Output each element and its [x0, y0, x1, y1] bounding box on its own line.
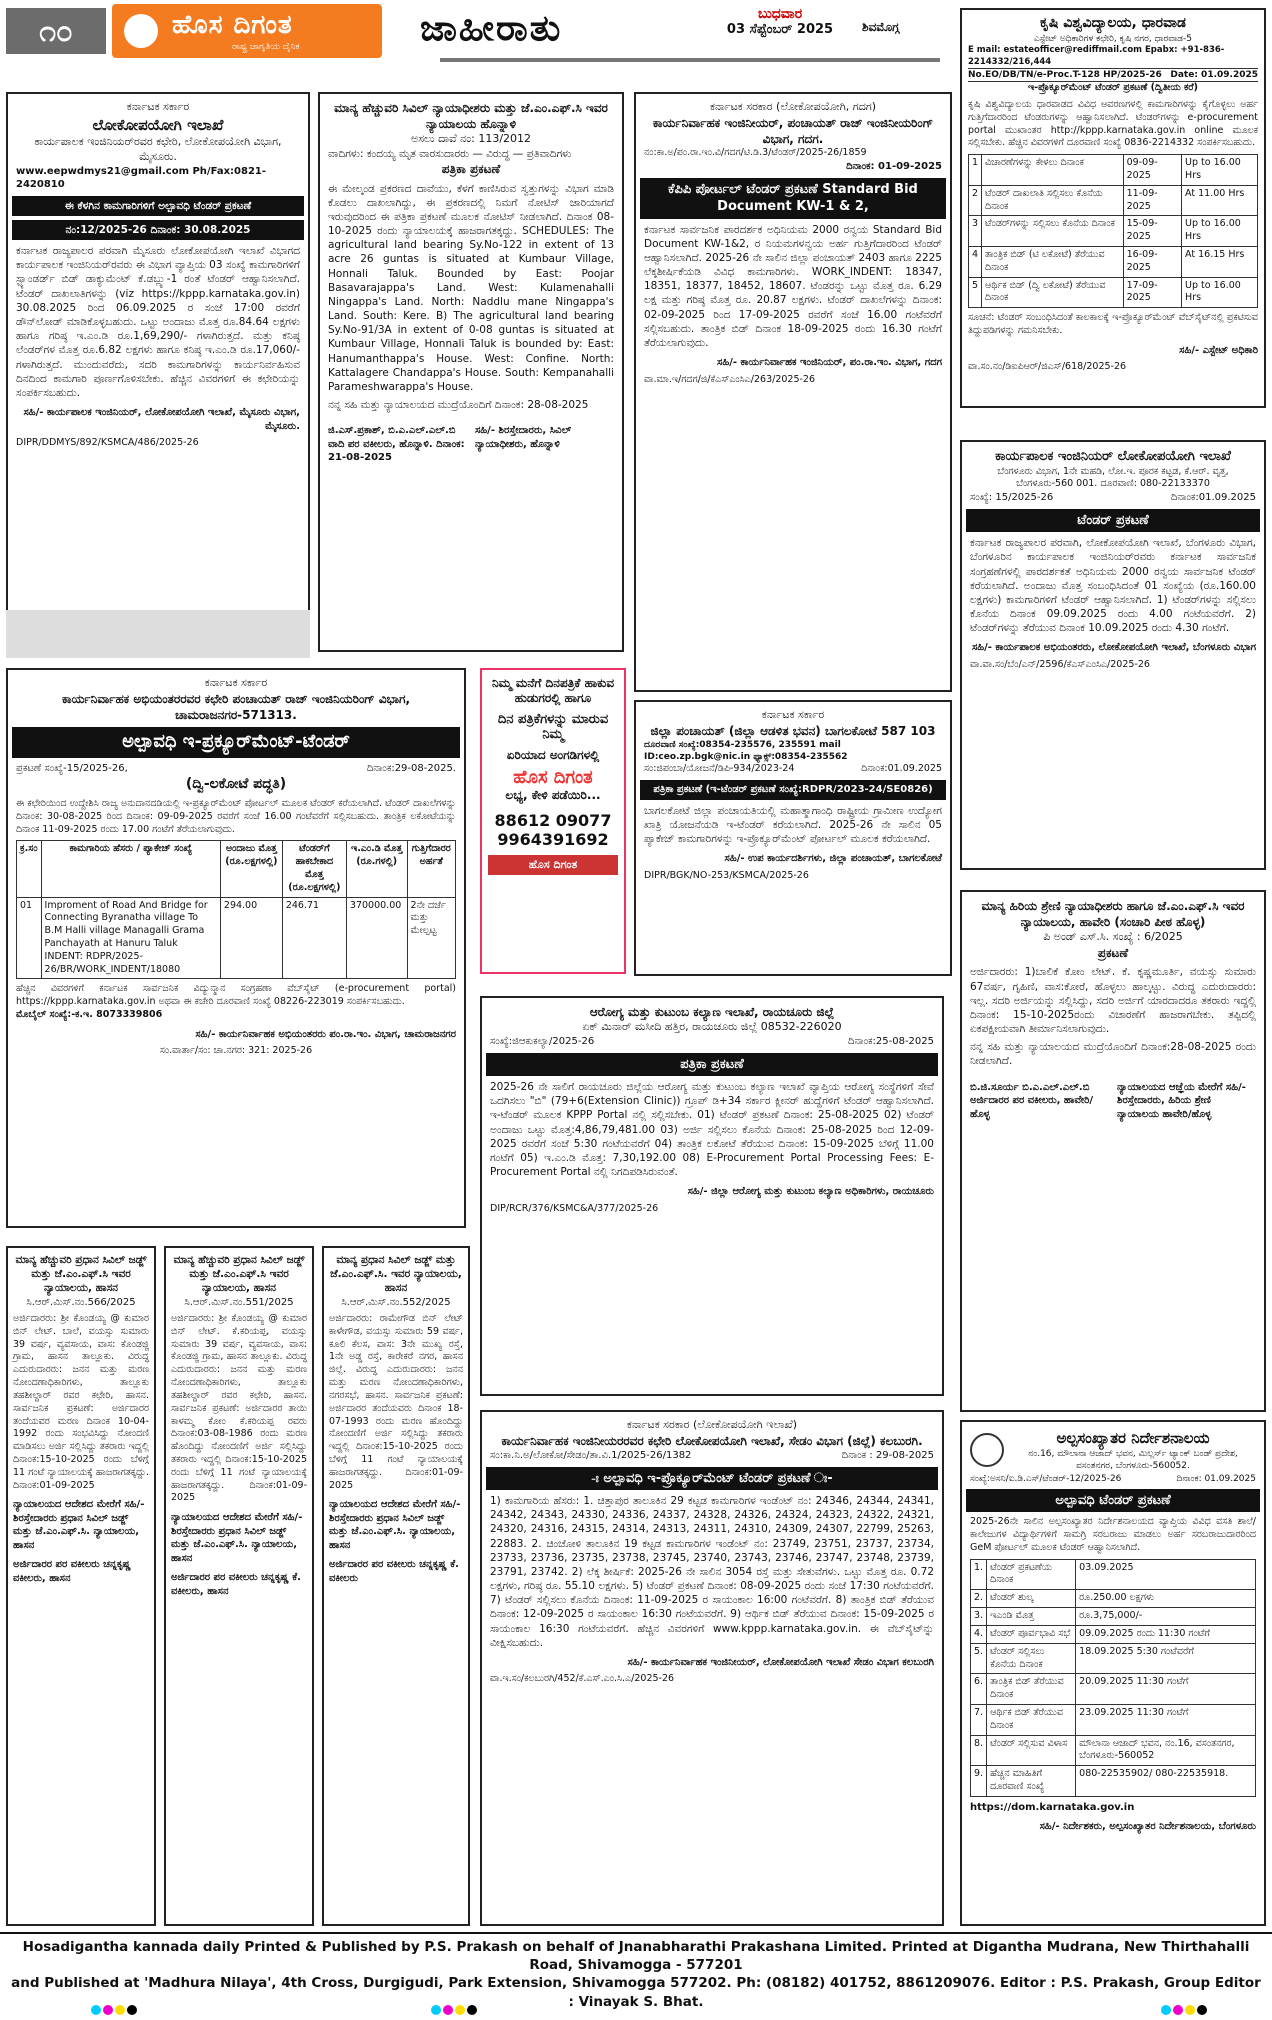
promo-line: ಲಭ್ಯ, ಕೇಳಿ ಪಡೆಯಿರಿ... [505, 788, 601, 802]
ad-krishi-university [960, 8, 1266, 408]
table-row [971, 1704, 1256, 1735]
logo-tagline: ರಾಷ್ಟ್ರ ಜಾಗೃತಿಯ ದೈನಿಕ [232, 42, 300, 52]
table-row [17, 897, 456, 979]
table-cell: 23.09.2025 11:30 ಗಂಟೆಗೆ [1076, 1704, 1256, 1735]
table-cell: 246.71 [282, 897, 346, 979]
ad-title: ಮಾನ್ಯ ಹೆಚ್ಚುವರಿ ಪ್ರಧಾನ ಸಿವಿಲ್ ಜಡ್ಜ್ ಮತ್ತು ಜೆ.ಎಂ.ಎಫ್.ಸಿ ಇವರ ನ್ಯಾಯಾಲಯ, ಹಾಸನ [173, 1254, 305, 1295]
ad-court-hassan-3 [322, 1246, 470, 1926]
table-cell: ರೂ.3,75,000/- [1076, 1608, 1256, 1626]
registration-marks [90, 2000, 170, 2016]
advocate-block: ಅರ್ಜಿದಾರರ ಪರ ವಕೀಲರು ಚನ್ನಕೃಷ್ಣ ವಕೀಲರು, ಹಾಸನ [13, 1559, 131, 1584]
ad-case: ಪಿ ಅಂಡ್ ಎಸ್.ಸಿ. ಸಂಖ್ಯೆ : 6/2025 [1043, 930, 1183, 944]
table-cell: 5 [969, 277, 982, 308]
table-cell: ಟೆಂಡರ್‌ಗಳನ್ನು ಸಲ್ಲಿಸಲು ಕೊನೆಯ ದಿನಾಂಕ [982, 216, 1124, 247]
table-cell: 5. [971, 1643, 987, 1674]
imprint-footer [0, 1932, 1272, 2010]
ad-signature: ಸಹಿ/- ಕಾರ್ಯಪಾಲಕ ಇಂಜಿನಿಯರ್, ಲೋಕೋಪಯೋಗಿ ಇಲಾಖೆ, ಮೈಸೂರು ವಿಭಾಗ, ಮೈಸೂರು. [23, 407, 300, 432]
ad-bagalkot [634, 700, 952, 976]
schedule-table [970, 1559, 1256, 1797]
table-cell: 370000.00 [346, 897, 407, 979]
ad-gadag [634, 92, 952, 692]
promo-line: ದಿನ ಪತ್ರಿಕೆಗಳನ್ನು ಮಾರುವ ನಿಮ್ಮ [497, 712, 609, 742]
table-row [971, 1643, 1256, 1674]
ad-ref: ಸಂಖ್ಯೆ: 15/2025-26 [970, 492, 1054, 504]
ad-subtitle: ಏಕ್ ಮಿನಾರ್ ಮಸೀದಿ ಹತ್ತಿರ, ರಾಯಚೂರು ಜಿಲ್ಲೆ 08532-226020 [582, 1020, 842, 1034]
ad-ref: ಸಂ:ಜಿಪಂಬಾ/ಯೋಜನೆ/ಡಿಪಿ-934/2023-24 [644, 763, 795, 775]
ad-body: ಕರ್ನಾಟಕ ಸಾರ್ವಜನಿಕ ಪಾರದರ್ಶಕ ಅಧಿನಿಯಮ 2000 ರನ್ವಯ Standard Bid Document KW-1&2, ರ ನಿಯಮಗಳನ್ವಯ ಅರ್ಹ ಗುತ್ತಿಗೆದಾರರಿಂದ ಟೆಂಡರ್ ಆಹ್ವಾನಿಸಲಾಗಿದೆ. 2025-26 ನೇ ಸಾಲಿನ ಜಿಲ್ಲಾ ಪಂಚಾಯತ್ 2403 ಹಾಗೂ 2225 ಲೆಕ್ಕಶೀರ್ಷಿಕೆಯಡಿ ವಿವಿಧ ಕಾಮಗಾರಿಗಳು. WORK_INDENT: 18347, 18351, 18377, 18452, 18607. ಟೆಂಡರನ್ನು ಒಟ್ಟು ಮೊತ್ತ ರೂ. 6.29 ಲಕ್ಷ ಮತ್ತು ಗರಿಷ್ಠ ಮೊತ್ತ ರೂ. 20.87 ಲಕ್ಷಗಳು. ಟೆಂಡರ್ ದಾಖಲೆಗಳನ್ನು ದಿನಾಂಕ: 02-09-2025 ರಿಂದ 17-09-2025 ರವರೆಗೆ ಸಂಜೆ 16.00 ಗಂಟೆವರೆಗೆ ಸಲ್ಲಿಸಬಹುದು. ತಾಂತ್ರಿಕ ಬಿಡ್ ದಿನಾಂಕ 18-09-2025 ರಂದು 16.30 ಗಂಟೆಗೆ ತೆರೆಯಲಾಗುವುದು. [644, 223, 942, 349]
ad-court-hassan-1 [6, 1246, 156, 1926]
table-cell: 2. [971, 1590, 987, 1608]
ad-body: ಅರ್ಜಿದಾರರು: ಶ್ರೀ ಕೊಂಡಯ್ಯ @ ಕುಮಾರ ಬಿನ್ ಲೇಟ್. ಕೆ.ಕರಿಯಪ್ಪ, ವಯಸ್ಸು ಸುಮಾರು 39 ವರ್ಷ, ವ್ಯವಸಾಯ, ವಾಸ: ಕೊಂಡಜ್ಜಿ ಗ್ರಾಮ, ಹಾಸನ ತಾಲ್ಲೂಕು. ವಿರುದ್ಧ ಎದುರುದಾರರು: ಜನನ ಮತ್ತು ಮರಣ ನೋಂದಣಾಧಿಕಾರಿಗಳು, ತಾಲ್ಲೂಕು ತಹಶೀಲ್ದಾರ್ ರವರ ಕಛೇರಿ, ಹಾಸನ. ಸಾರ್ವಜನಿಕ ಪ್ರಕಟಣೆ: ಅರ್ಜಿದಾರರ ತಾಯಿ ಕಾಳಮ್ಮ ಕೋಂ ಕೆ.ಕರಿಯಪ್ಪ ರವರು ದಿನಾಂಕ:03-08-1986 ರಂದು ಮರಣ ಹೊಂದಿದ್ದು ನೋಂದಣಿಗೆ ಅರ್ಜಿ ಸಲ್ಲಿಸಿದ್ದು ತಕರಾರು ಇದ್ದಲ್ಲಿ ದಿನಾಂಕ:15-10-2025 ರಂದು ಬೆಳಿಗ್ಗೆ 11 ಗಂಟೆ ನ್ಯಾಯಾಲಯಕ್ಕೆ ಹಾಜರಾಗತಕ್ಕದ್ದು. ದಿನಾಂಕ:01-09-2025 [171, 1313, 307, 1504]
ad-body: ಈ ಮೇಲ್ಕಂಡ ಪ್ರಕರಣದ ದಾವೆಯು, ಕೆಳಗೆ ಕಾಣಿಸಿರುವ ಸ್ವತ್ತುಗಳನ್ನು ವಿಭಾಗ ಮಾಡಿ ಕೊಡಲು ದಾಖಲಾಗಿದ್ದು, ಈ ಪ್ರಕರಣದಲ್ಲಿ ನಿಮಗೆ ನೋಟಿಸ್ ಜಾರಿಯಾಗದೆ ಇರುವುದರಿಂದ ಈ ಪತ್ರಿಕಾ ಪ್ರಕಟಣೆ ಮೂಲಕ ನೋಟಿಸ್ ನೀಡಲಾಗಿದೆ. ದಿನಾಂಕ 08-10-2025 ರಂದು ನ್ಯಾಯಾಲಯಕ್ಕೆ ಹಾಜರಾಗತಕ್ಕದ್ದು. SCHEDULES: The agricultural land bearing Sy.No-122 in extent of 13 acre 26 guntas is situated at Kumbaur Village, Honnali Taluk. Bounded by East: Poojar Basavarajappa's Land. West: Kulamenahalli Ningappa's Land. North: Naddlu mane Ningappa's Land. South: Kere. B) The agricultural land bearing Sy.No-91/3A in extent of 0-08 guntas is situated at Kumbaur Village, Honnali Taluk is bounded by: East: Hanumanthappa's House. West: Confine. North: Kattalagere Chandappa's House. South: Kempanahalli Parameshwarappa's House. [328, 182, 614, 393]
ad-ref: ಪ್ರಕಟಣೆ ಸಂಖ್ಯೆ-15/2025-26, [16, 762, 128, 774]
table-row [969, 185, 1258, 216]
column-header: ಕ್ರ.ಸಂ [17, 841, 42, 897]
ad-note: ಹೆಚ್ಚಿನ ವಿವರಗಳಿಗೆ ಕರ್ನಾಟಕ ಸಾರ್ವಜನಿಕ ವಿದ್ಯುನ್ಮಾನ ಸಂಗ್ರಹಣಾ ವೆಬ್‌ಸೈಟ್ (e-procurement portal) https://kppp.karnataka.gov.in ಅಥವಾ ಈ ಕಚೇರಿ ದೂರವಾಣಿ ಸಂಖ್ಯೆ 08226-223019 ಸಂಪರ್ಕಿಸಬಹುದು. [16, 983, 456, 1008]
works-table [16, 840, 456, 979]
ad-website[interactable]: https://dom.karnataka.gov.in [970, 1801, 1135, 1813]
ad-title: ಜಿಲ್ಲಾ ಪಂಚಾಯತ್ (ಜಿಲ್ಲಾ ಆಡಳಿತ ಭವನ) ಬಾಗಲಕೋಟೆ 587 103 [650, 723, 936, 738]
table-row [971, 1766, 1256, 1797]
table-cell: 15-09-2025 [1123, 216, 1181, 247]
ad-signature: ಸಹಿ/- ಕಾರ್ಯಪಾಲಕ ಅಭಿಯಂತರರು, ಲೋಕೋಪಯೋಗಿ ಇಲಾಖೆ, ಬೆಂಗಳೂರು ವಿಭಾಗ [971, 642, 1256, 654]
ad-date: ದಿನಾಂಕ:01.09.2025 [1170, 492, 1256, 504]
promo-line: ಏರಿಯಾದ ಅಂಗಡಿಗಳಲ್ಲಿ [506, 748, 600, 762]
table-cell: 17-09-2025 [1123, 277, 1181, 308]
ad-heading: -ಃ ಅಲ್ಪಾವಧಿ ಇ-ಪ್ರೊಕ್ಯೂರ್‌ಮೆಂಟ್ ಟೆಂಡರ್ ಪ್ರಕಟಣೆ ಃ- [486, 1467, 938, 1491]
table-row [971, 1559, 1256, 1590]
ad-body: 2025-26 ನೇ ಸಾಲಿಗೆ ರಾಯಚೂರು ಜಿಲ್ಲೆಯ ಆರೋಗ್ಯ ಮತ್ತು ಕುಟುಂಬ ಕಲ್ಯಾಣ ಇಲಾಖೆ ವ್ಯಾಪ್ತಿಯ ಆರೋಗ್ಯ ಸಂಸ್ಥೆಗಳಿಗೆ ಸೇವೆ ಒದಗಿಸಲು "ಬಿ" (79+6(Extension Clinic)) ಗ್ರೂಪ್ ಡಿ+34 ಸರ್ಕಾರ ಕ್ಲೀನರ್ ಹುದ್ದೆಗಳಿಗೆ ಟೆಂಡರ್ ಆಹ್ವಾನಿಸಲಾಗಿದೆ. ಇ-ಟೆಂಡರ್ ಮೂಲಕ KPPP Portal ನಲ್ಲಿ ಸಲ್ಲಿಸಬೇಕು. 01) ಟೆಂಡರ್ ಪ್ರಕಟಣೆ ದಿನಾಂಕ: 25-08-2025 02) ಟೆಂಡರ್ ಅಂದಾಜು ಒಟ್ಟು ಮೊತ್ತ:4,86,79,481.00 03) ಅರ್ಜಿ ಸಲ್ಲಿಸಲು ಕೊನೆಯ ದಿನಾಂಕ: 25-08-2025 ರಿಂದ 12-09-2025 ರವರೆಗೆ ಸಂಜೆ 5:30 ಗಂಟೆಯವರೆಗೆ 04) ತಾಂತ್ರಿಕ ಲಕೋಟೆ ತೆರೆಯುವ ದಿನಾಂಕ: 15-09-2025 ಬೆಳಿಗ್ಗೆ 11.00 ಗಂಟೆಗೆ 05) ಇ.ಎಂ.ಡಿ ಮೊತ್ತ: 7,30,192.00 08) E-Procurement Portal Processing Fees: E-Procurement Portal ನಲ್ಲಿ ನಿಗದಿಪಡಿಸಿರುವಂತೆ. [490, 1081, 934, 1179]
table-cell: ಇಎಂಡಿ ಮೊತ್ತ [987, 1608, 1076, 1626]
table-cell: ಟೆಂಡರ್ ಸಲ್ಲಿಸುವ ವಿಳಾಸ [987, 1735, 1076, 1766]
promo-phone: 9964391692 [497, 830, 609, 849]
logo-emblem-icon [124, 14, 158, 48]
table-cell: ರೂ.250.00 ಲಕ್ಷಗಳು [1076, 1590, 1256, 1608]
table-cell: 20.09.2025 11:30 ಗಂಟೆಗೆ [1076, 1674, 1256, 1705]
table-row [969, 277, 1258, 308]
ad-chamarajanagar [6, 668, 466, 1228]
column-header: ಟೆಂಡರ್‌ಗೆ ಹಾಕಬೇಕಾದ ಮೊತ್ತ (ರೂ.ಲಕ್ಷಗಳಲ್ಲಿ) [282, 841, 346, 897]
schedule-table [968, 154, 1258, 308]
ad-mobile: ಮೊಬೈಲ್ ಸಂಖ್ಯೆ:-ಕ.ಇ. 8073339806 [16, 1009, 163, 1021]
ad-footer-ref: ವಾ.ಇ.ಸಂ/ಕಲಬುರಗಿ/452/ಕೆ.ಎಸ್.ಎಂ.ಸಿ.ಎ/2025-26 [490, 1673, 675, 1685]
ad-subtitle: ಎಸ್ಟೇಟ್ ಅಧಿಕಾರಿಗಳ ಕಛೇರಿ, ಕೃಷಿ ನಗರ, ಧಾರವಾಡ-5 [1034, 33, 1192, 44]
ad-contact: E mail: estateofficer@rediffmail.com Epabx: +91-836-2214332/216,444 [968, 45, 1225, 67]
ad-court-honnali [318, 92, 624, 652]
table-cell: At 11.00 Hrs [1182, 185, 1258, 216]
ad-footer-ref: ವಾ.ಸಂ.ನಂ/ಡಿಐಪಿಆರ್/ಜಿಎಸ್/618/2025-26 [968, 361, 1127, 373]
registration-marks [1160, 2000, 1240, 2016]
ad-raichur [480, 996, 944, 1396]
imprint-line: and Published at 'Madhura Nilaya', 4th Cross, Durgigudi, Park Extension, Shivamogga 577202. Ph: (08182) 401752, 8861209076. Editor : P.S. Prakash, Group Editor : Vinayak S. Bhat. [11, 1975, 1261, 2010]
ad-contact: ದೂರವಾಣಿ ಸಂಖ್ಯೆ:08354-235576, 235591 mail ID:ceo.zp.bgk@nic.in ಫ್ಯಾಕ್ಸ್:08354-235562 [644, 740, 848, 763]
ad-body: ಈ ಕಛೇರಿಯಿಂದ ಉದ್ದೇಶಿಸಿ ರಾಜ್ಯ ಅನುದಾನದಡಿಯಲ್ಲಿ ಇ-ಪ್ರಕ್ಯೂರ್‌ಮೆಂಟ್ ಪೋರ್ಟಲ್ ಮೂಲಕ ಟೆಂಡರ್ ಕರೆಯಲಾಗಿದೆ. ಟೆಂಡರ್ ದಾಖಲೆಗಳನ್ನು ದಿನಾಂಕ: 30-08-2025 ರಿಂದ ದಿನಾಂಕ: 09-09-2025 ರವರೆಗೆ ಸಂಜೆ 16.00 ಗಂಟೆವರೆಗೆ ಸಲ್ಲಿಸಬಹುದು. ತಾಂತ್ರಿಕ ಲಕೋಟೆಯನ್ನು ದಿನಾಂಕ 11-09-2025 ರಂದು 17.00 ಗಂಟೆಗೆ ತೆರೆಯಲಾಗುವುದು. [16, 797, 456, 835]
ad-contact: www.eepwdmys21@gmail.com Ph/Fax:0821-2420810 [16, 165, 267, 191]
ad-minority-directorate [960, 1420, 1266, 1926]
ad-title: ಅಲ್ಪಸಂಖ್ಯಾತರ ನಿರ್ದೇಶನಾಲಯ [1056, 1429, 1210, 1447]
ad-body: ಕರ್ನಾಟಕ ರಾಜ್ಯಪಾಲರ ಪರವಾಗಿ, ಲೋಕೋಪಯೋಗಿ ಇಲಾಖೆ, ಬೆಂಗಳೂರು ವಿಭಾಗ, ಬೆಂಗಳೂರಿನ ಕಾರ್ಯಪಾಲಕ ಇಂಜಿನಿಯರ್‌ರವರು ಕರ್ನಾಟಕ ಸಾರ್ವಜನಿಕ ಸಂಗ್ರಹಣೆಗಳಲ್ಲಿ ಪಾರದರ್ಶಕತೆ ಅಧಿನಿಯಮ 2000 ರನ್ವಯ ಸಾರ್ವಜನಿಕ ಟೆಂಡರ್ ಕರೆಯಲಾಗಿದೆ. ಅಂದಾಜು ಮೊತ್ತ ಸಂಬಂಧಿಸಿದಂತೆ 01 ಸಂಖ್ಯೆಯ (ರೂ.160.00 ಲಕ್ಷಗಳು) ಕಾಮಗಾರಿಗಳಿಗೆ ಟೆಂಡರ್ ಆಹ್ವಾನಿಸಲಾಗಿದೆ. 1) ಟೆಂಡರ್‌ಗಳನ್ನು ಸಲ್ಲಿಸಲು ಕೊನೆಯ ದಿನಾಂಕ 09.09.2025 ರಂದು 4.00 ಗಂಟೆಯವರೆಗೆ. 2) ಟೆಂಡರ್‌ಗಳನ್ನು ತೆರೆಯುವ ದಿನಾಂಕ 10.09.2025 ರಂದು 4.30 ಗಂಟೆಗೆ. [970, 537, 1256, 635]
ad-case: ಸಿ.ಆರ್.ಮಿಸ್.ನಂ.566/2025 [26, 1296, 136, 1308]
ad-heading: ಟೆಂಡರ್ ಪ್ರಕಟಣೆ [966, 509, 1260, 533]
ad-subtitle: ಬೆಂಗಳೂರು ವಿಭಾಗ, 1ನೇ ಮಹಡಿ, ಲೋ.ಇ. ಪೂರಕ ಕಟ್ಟಡ, ಕೆ.ಆರ್. ವೃತ್ತ, ಬೆಂಗಳೂರು-560 001. ದೂರವಾಣಿ: 080-22133370 [997, 465, 1229, 490]
table-cell: ಟೆಂಡರ್ ಪೂರ್ವಭಾವಿ ಸಭೆ [987, 1625, 1076, 1643]
ad-signature: ನ್ಯಾಯಾಲಯದ ಆದೇಶದ ಮೇರೆಗೆ ಸಹಿ/- ಶಿರಸ್ತೇದಾರರು ಪ್ರಧಾನ ಸಿವಿಲ್ ಜಡ್ಜ್ ಮತ್ತು ಜೆ.ಎಂ.ಎಫ್.ಸಿ. ನ್ಯಾಯಾಲಯ, ಹಾಸನ [171, 1512, 303, 1564]
advocate-block: ಅರ್ಜಿದಾರರ ಪರ ವಕೀಲರು ಚನ್ನಕೃಷ್ಣ ಕೆ. ವಕೀಲರು [329, 1559, 459, 1584]
table-cell: 2ನೇ ದರ್ಜೆ ಮತ್ತು ಮೇಲ್ಪಟ್ಟ [407, 897, 455, 979]
ad-date: ದಿನಾಂಕ:01.09.2025 [861, 763, 942, 775]
promo-brand: ಹೊಸ ದಿಗಂತ [513, 767, 593, 788]
table-cell: 8. [971, 1735, 987, 1766]
table-cell: 080-22535902/ 080-22535918. [1076, 1766, 1256, 1797]
ad-signature: ಸಹಿ/- ಕಾರ್ಯನಿರ್ವಾಹಕ ಅಭಿಯಂತರರು ಪಂ.ರಾ.ಇಂ. ವಿಭಾಗ, ಚಾಮರಾಜನಗರ [195, 1028, 456, 1040]
ad-body: ಕರ್ನಾಟಕ ರಾಜ್ಯಪಾಲರ ಪರವಾಗಿ ಮೈಸೂರು ಲೋಕೋಪಯೋಗಿ ಇಲಾಖೆ ವಿಭಾಗದ ಕಾರ್ಯಪಾಲಕ ಇಂಜಿನಿಯರ್‌ರವರು ಈ ವಿಭಾಗ ವ್ಯಾಪ್ತಿಯ 03 ಸಂಖ್ಯೆ ಕಾಮಗಾರಿಗಳಿಗೆ ಸ್ಟ್ಯಾಂಡರ್ಡ್ ಬಿಡ್ ಡಾಕ್ಯುಮೆಂಟ್ ಕೆ.ಡಬ್ಲ್ಯು-1 ರಂತೆ ಟೆಂಡರ್ ಆಹ್ವಾನಿಸಲಾಗಿದೆ. ಟೆಂಡರ್ ದಾಖಲಾತಿಗಳನ್ನು (viz https://kppp.karnataka.gov.in) 30.08.2025 ರಿಂದ 06.09.2025 ರ ಸಂಜೆ 17:00 ರವರೆಗೆ ಡೌನ್‌ಲೋಡ್ ಮಾಡಿಕೊಳ್ಳಬಹುದು. ಒಟ್ಟು ಅಂದಾಜು ಮೊತ್ತ ರೂ.84.64 ಲಕ್ಷಗಳು ಹಾಗೂ ಗರಿಷ್ಠ ಇ.ಎಂ.ಡಿ ರೂ.1,69,290/- ಗಳಾಗಿರುತ್ತದೆ. ಮತ್ತು ಕನಿಷ್ಠ ಲೆಂಡರ್‌ಗಳ ಮೊತ್ತ ರೂ.6.82 ಲಕ್ಷಗಳು ಹಾಗೂ ಕನಿಷ್ಠ ಇ.ಎಂ.ಡಿ ರೂ.17,060/- ಗಳಾಗಿರುತ್ತದೆ. ಮುಂದುವರೆದು, ಸದರಿ ಕಾಮಗಾರಿಗಳನ್ನು ಕಾರ್ಯನಿರ್ವಹಿಸುವ ದಿನದಿಂದ ಕಾಮಗಾರಿ ಪೂರ್ಣಗೊಳಿಸಬೇಕು. ಹೆಚ್ಚಿನ ವಿವರಗಳಿಗೆ ಈ ಕಛೇರಿಯನ್ನು ಸಂಪರ್ಕಿಸಬಹುದು. [16, 245, 300, 399]
ad-case: ಸಿ.ಆರ್.ಮಿಸ್.ನಂ.551/2025 [184, 1296, 294, 1308]
table-cell: Up to 16.00 Hrs [1182, 216, 1258, 247]
table-cell: 3 [969, 216, 982, 247]
table-row [971, 1590, 1256, 1608]
ad-court-haveri [960, 890, 1266, 1412]
ad-heading: ಪತ್ರಿಕಾ ಪ್ರಕಟಣೆ (ಇ-ಟೆಂಡರ್ ಪ್ರಕಟಣೆ ಸಂಖ್ಯೆ:RDPR/2023-24/SE0826) [640, 780, 946, 800]
edition-city: ಶಿವಮೊಗ್ಗ [862, 20, 900, 34]
table-cell: 4. [971, 1625, 987, 1643]
column-header: ಕಾಮಗಾರಿಯ ಹೆಸರು / ಪ್ಯಾಕೇಜ್ ಸಂಖ್ಯೆ [41, 841, 220, 897]
table-cell: Improment of Road And Bridge for Connecting Byranatha village To B.M Halli village Managalli Grama Panchayath at Hanuru Taluk INDENT: RDPR/2025-26/BR/WORK_INDENT/18080 [41, 897, 220, 979]
ad-pwd-kalaburagi [480, 1410, 944, 1926]
table-cell: ತಾಂತ್ರಿಕ ಬಿಡ್ (ಟಿ ಲಕೋಟೆ) ತೆರೆಯುವ ದಿನಾಂಕ [982, 247, 1124, 278]
ad-note: ಸೂಚನೆ: ಟೆಂಡರ್ ಸಂಬಂಧಿಸಿದಂತೆ ಕಾಲಕಾಲಕ್ಕೆ ಇ-ಪ್ರೊಕ್ಯೂರ್‌ಮೆಂಟ್ ವೆಬ್‌ಸೈಟ್‌ನಲ್ಲಿ ಪ್ರಕಟಿಸುವ ತಿದ್ದುಪಡಿಗಳನ್ನು ಗಮನಿಸಬೇಕು. [968, 312, 1258, 337]
ad-subtitle: ನಂ.16, ಮೌಲಾನಾ ಆಜಾದ್ ಭವನ, ಮಿಲ್ಲರ್ಸ್ ಟ್ಯಾಂಕ್ ಬಂಡ್ ಪ್ರದೇಶ, ವಸಂತನಗರ, ಬೆಂಗಳೂರು-560052. [1028, 1449, 1238, 1472]
govt-emblem-icon [970, 1433, 1004, 1467]
promo-line: ನಿಮ್ಮ ಮನೆಗೆ ದಿನಪತ್ರಿಕೆ ಹಾಕುವ ಹುಡುಗರಲ್ಲಿ ಹಾಗೂ [491, 676, 615, 705]
table-cell: ಟೆಂಡರ್ ಪ್ರಕಟಣೆಯ ದಿನಾಂಕ [987, 1559, 1076, 1590]
issue-date [700, 6, 860, 56]
advocate-block: ಜಿ.ಎಸ್.ಪ್ರಕಾಶ್, ಬಿ.ಎ.ಎಲ್.ಎಲ್.ಬಿ ವಾದಿ ಪರ ವಕೀಲರು, ಹೊನ್ನಾಳಿ. ದಿನಾಂಕ: 21-08-2025 [328, 425, 465, 464]
ad-heading: ಇ-ಪ್ರೊಕ್ಯೂರ್‌ಮೆಂಟ್ ಟೆಂಡರ್ ಪ್ರಕಟಣೆ (ದ್ವಿತೀಯ ಕರೆ) [1027, 82, 1199, 94]
ad-footer-ref: DIPR/BGK/NO-253/KSMCA/2025-26 [644, 869, 809, 881]
ad-footer-ref: ವಾ.ಮಾ.ಇ/ಗದಗ/ಜಿ/ಕೆಎಸ್‌ಎಂಸಿಎ/263/2025-26 [644, 373, 816, 385]
ad-govt: ಕರ್ನಾಟಕ ಸರ್ಕಾರ [126, 100, 190, 113]
ad-signature: ಸಹಿ/- ಜಿಲ್ಲಾ ಆರೋಗ್ಯ ಮತ್ತು ಕುಟುಂಬ ಕಲ್ಯಾಣ ಅಧಿಕಾರಿಗಳು, ರಾಯಚೂರು [687, 1186, 934, 1198]
table-cell: 09.09.2025 ರಂದು 11:30 ಗಂಟೆಗೆ [1076, 1625, 1256, 1643]
table-cell: 1. [971, 1559, 987, 1590]
column-header: ಇ.ಎಂ.ಡಿ ಮೊತ್ತ (ರೂ.ಗಳಲ್ಲಿ) [346, 841, 407, 897]
ad-govt: ಕರ್ನಾಟಕ ಸರಕಾರ (ಲೋಕೋಪಯೋಗಿ, ಗದಗ) [709, 100, 877, 113]
ad-title: ಕಾರ್ಯನಿರ್ವಾಹಕ ಇಂಜಿನೀಯರರವರ ಕಛೇರಿ ಲೋಕೋಪಯೋಗಿ ಇಲಾಖೆ, ಸೇಡಂ ವಿಭಾಗ (ಜಿಲ್ಲೆ) ಕಲಬುರಗಿ. [501, 1433, 923, 1448]
table-cell: 09-09-2025 [1123, 155, 1181, 186]
ad-ref: ನಂ:12/2025-26 ದಿನಾಂಕ: 30.08.2025 [12, 220, 304, 240]
table-cell: 03.09.2025 [1076, 1559, 1256, 1590]
column-header: ಗುತ್ತಿಗೆದಾರರ ಅರ್ಹತೆ [407, 841, 455, 897]
table-cell: 1 [969, 155, 982, 186]
ad-signature: ಸಹಿ/- ಉಪ ಕಾರ್ಯದರ್ಶಿಗಳು, ಜಿಲ್ಲಾ ಪಂಚಾಯತ್, ಬಾಗಲಕೋಟೆ [724, 853, 942, 865]
table-cell: 01 [17, 897, 42, 979]
ad-govt: ಕರ್ನಾಟಕ ಸರ್ಕಾರ [204, 676, 268, 689]
ad-signature: ಸಹಿ/- ಶಿರಸ್ತೇದಾರರು, ಸಿವಿಲ್ ನ್ಯಾಯಾಧೀಶರು, ಹೊನ್ನಾಳಿ [475, 425, 572, 450]
ad-body: 2025-26ನೇ ಸಾಲಿನ ಅಲ್ಪಸಂಖ್ಯಾತರ ನಿರ್ದೇಶನಾಲಯದ ವ್ಯಾಪ್ತಿಯ ವಿವಿಧ ವಸತಿ ಶಾಲೆ/ಕಾಲೇಜುಗಳ ವಿದ್ಯಾರ್ಥಿಗಳಿಗೆ ಸಾಮಗ್ರಿ ಸರಬರಾಜು ಮಾಡಲು ಅರ್ಹ ಸರಬರಾಜುದಾರರಿಂದ GeM ಪೋರ್ಟಲ್ ಮೂಲಕ ಟೆಂಡರ್ ಆಹ್ವಾನಿಸಲಾಗಿದೆ. [970, 1516, 1256, 1553]
table-cell: 4 [969, 247, 982, 278]
ad-heading: ಕೆಪಿಪಿ ಪೋರ್ಟಲ್ ಟೆಂಡರ್ ಪ್ರಕಟಣೆ Standard Bid Document KW-1 & 2, [640, 178, 946, 219]
table-cell: 18.09.2025 5:30 ಗಂಟೆವರೆಗೆ [1076, 1643, 1256, 1674]
table-cell: ಆರ್ಥಿಕ ಬಿಡ್ ತೆರೆಯುವ ದಿನಾಂಕ [987, 1704, 1076, 1735]
section-title: ಜಾಹೀರಾತು [420, 8, 563, 49]
table-cell: At 16.15 Hrs [1182, 247, 1258, 278]
ad-signature: ಸಹಿ/- ಕಾರ್ಯನಿರ್ವಾಹಕ ಇಂಜಿನಿಯರ್, ಪಂ.ರಾ.ಇಂ. ವಿಭಾಗ, ಗದಗ [717, 357, 942, 369]
table-cell: ಮೌಲಾನಾ ಆಜಾದ್ ಭವನ, ನಂ.16, ವಸಂತನಗರ, ಬೆಂಗಳೂರು-560052 [1076, 1735, 1256, 1766]
ad-heading: ಪತ್ರಿಕಾ ಪ್ರಕಟಣೆ [441, 162, 501, 177]
promo-phone: 88612 09077 [494, 811, 612, 830]
ad-date: ದಿನಾಂಕ: 01.09.2025 [1176, 1473, 1256, 1484]
table-cell: 2 [969, 185, 982, 216]
ad-case: ಅಸಲು ದಾವೆ ನಂ: 113/2012 [410, 132, 532, 146]
ad-subheading: (ದ್ವಿ-ಲಕೋಟೆ ಪದ್ಧತಿ) [185, 776, 287, 793]
ad-title: ಕಾರ್ಯನಿರ್ವಾಹಕ ಅಭಿಯಂತರರವರ ಕಛೇರಿ ಪಂಚಾಯತ್ ರಾಜ್ ಇಂಜಿನಿಯರಿಂಗ್ ವಿಭಾಗ, ಚಾಮರಾಜನಗರ-571313. [61, 691, 411, 723]
ad-title: ಮಾನ್ಯ ಹಿರಿಯ ಶ್ರೇಣಿ ನ್ಯಾಯಾಧೀಶರು ಹಾಗೂ ಜೆ.ಎಂ.ಎಫ್.ಸಿ ಇವರ ನ್ಯಾಯಾಲಯ, ಹಾವೇರಿ (ಸಂಚಾರಿ ಪೀಠ ಹೊಳ್ಳ) [981, 899, 1245, 930]
table-cell: 11-09-2025 [1123, 185, 1181, 216]
ad-signature: ಸಹಿ/- ಎಸ್ಟೇಟ್ ಅಧಿಕಾರಿ [1179, 344, 1258, 356]
table-cell: ಹೆಚ್ಚಿನ ಮಾಹಿತಿಗೆ ದೂರವಾಣಿ ಸಂಖ್ಯೆ [987, 1766, 1076, 1797]
table-cell: ಟೆಂಡರ್ ಶುಲ್ಕ [987, 1590, 1076, 1608]
ad-parties: ವಾದಿಗಳು: ಕಂದಯ್ಯ ಮೃತ ವಾರಸುದಾರರು — ವಿರುದ್ಧ — ಪ್ರತಿವಾದಿಗಳು [328, 148, 572, 161]
promo-banner: ಹೊಸ ದಿಗಂತ [488, 855, 618, 875]
table-cell: ವಿಚಾರಣೆಗಳನ್ನು ಕೇಳಲು ದಿನಾಂಕ [982, 155, 1124, 186]
ad-body: ಕೃಷಿ ವಿಶ್ವವಿದ್ಯಾಲಯ ಧಾರವಾಡದ ವಿವಿಧ ಆವರಣಗಳಲ್ಲಿ ಕಾಮಗಾರಿಗಳನ್ನು ಕೈಗೊಳ್ಳಲು ಅರ್ಹ ಗುತ್ತಿಗೆದಾರರಿಂದ ಟೆಂಡರುಗಳನ್ನು ಆಹ್ವಾನಿಸಲಾಗಿದೆ. ಟೆಂಡರ್‌ಗಳನ್ನು e-procurement portal ಮುಖಾಂತರ http://kppp.karnataka.gov.in online ಮೂಲಕ ಸಲ್ಲಿಸಬೇಕು. ಹೆಚ್ಚಿನ ವಿವರಗಳಿಗೆ ದೂರವಾಣಿ ಸಂಖ್ಯೆ 0836-2214332 ಸಂಪರ್ಕಿಸಬಹುದು. [968, 98, 1258, 149]
ad-footer-ref: ಸಂ.ವಾರ್ತಾ/ಸಂ: ಚಾ.ನಗರ: 321: 2025-26 [159, 1045, 313, 1057]
table-row [969, 247, 1258, 278]
ad-footer-ref: DIP/RCR/376/KSMC&A/377/2025-26 [490, 1202, 659, 1214]
ad-footer-ref: ವಾ.ವಾ.ಸಂ/ಬೆಂ/ಎನ್/2596/ಕೆಎಸ್‌ಎಂಸಿಎ/2025-26 [970, 658, 1150, 670]
ad-ref: ನಂ:ಕಾ.ಅ/ಪಂ.ರಾ.ಇಂ.ವಿ/ಗದಗ/ಟಿ.ಡಿ.3/ಟೆಂಡರ್/2025-26/1859 [644, 147, 867, 159]
ad-heading: ಅಲ್ಪಾವಧಿ ಟೆಂಡರ್ ಪ್ರಕಟಣೆ [966, 1489, 1260, 1513]
advocate-block: ಅರ್ಜಿದಾರರ ಪರ ವಕೀಲರು ಚನ್ನಕೃಷ್ಣ ಕೆ. ವಕೀಲರು, ಹಾಸನ [171, 1572, 301, 1597]
ad-court-hassan-2 [164, 1246, 314, 1926]
table-cell: 6. [971, 1674, 987, 1705]
ad-pwd-bengaluru [960, 440, 1266, 870]
ad-date-line: ನನ್ನ ಸಹಿ ಮತ್ತು ನ್ಯಾಯಾಲಯದ ಮುದ್ರೆಯೊಂದಿಗೆ ದಿನಾಂಕ:28-08-2025 ರಂದು ನೀಡಲಾಗಿದೆ. [970, 1041, 1256, 1068]
table-header-row [17, 841, 456, 897]
ad-body: ಅರ್ಜಿದಾರರು: ಶ್ರೀ ಕೊಂಡಯ್ಯ @ ಕುಮಾರ ಬಿನ್ ಲೇಟ್. ಬಾಲೆ, ವಯಸ್ಸು ಸುಮಾರು 39 ವರ್ಷ, ವ್ಯವಸಾಯ, ವಾಸ: ಕೊಂಡಜ್ಜಿ ಗ್ರಾಮ, ಹಾಸನ ತಾಲ್ಲೂಕು. ವಿರುದ್ಧ ಎದುರುದಾರರು: ಜನನ ಮತ್ತು ಮರಣ ನೋಂದಣಾಧಿಕಾರಿಗಳು, ತಾಲ್ಲೂಕು ತಹಶೀಲ್ದಾರ್ ರವರ ಕಛೇರಿ, ಹಾಸನ. ಸಾರ್ವಜನಿಕ ಪ್ರಕಟಣೆ: ಅರ್ಜಿದಾರರ ತಂದೆಯವರ ಮರಣ ದಿನಾಂಕ 10-04-1992 ರಂದು ಸಂಭವಿಸಿದ್ದು ನೋಂದಣಿ ಮಾಡಿಸಲು ಅರ್ಜಿ ಸಲ್ಲಿಸಿದ್ದು ತಕರಾರು ಇದ್ದಲ್ಲಿ ದಿನಾಂಕ:15-10-2025 ರಂದು ಬೆಳಿಗ್ಗೆ 11 ಗಂಟೆ ನ್ಯಾಯಾಲಯಕ್ಕೆ ಹಾಜರಾಗತಕ್ಕದ್ದು. ದಿನಾಂಕ:01-09-2025 [13, 1313, 149, 1491]
ad-signature: ನ್ಯಾಯಾಲಯದ ಆದೇಶದ ಮೇರೆಗೆ ಸಹಿ/- ಶಿರಸ್ತೇದಾರರು ಪ್ರಧಾನ ಸಿವಿಲ್ ಜಡ್ಜ್ ಮತ್ತು ಜೆ.ಎಂ.ಎಫ್.ಸಿ. ನ್ಯಾಯಾಲಯ, ಹಾಸನ [13, 1499, 145, 1551]
ad-heading: ಅಲ್ಪಾವಧಿ ಇ-ಪ್ರಕ್ಯೂರ್‌ಮೆಂಟ್-ಟೆಂಡರ್ [12, 727, 460, 757]
newspaper-logo [112, 4, 382, 58]
table-cell: Up to 16.00 Hrs [1182, 155, 1258, 186]
ad-body: ಅರ್ಜಿದಾರರು: 1)ಬಾಲಿಕೆ ಕೋಂ ಲೇಟ್. ಕೆ. ಕೃಷ್ಣಮೂರ್ತಿ, ವಯಸ್ಸು ಸುಮಾರು 67ವರ್ಷ, ಗೃಹಿಣಿ, ವಾಸ:ಕೋರೆ, ಹೊಳ್ಳಲು ಹಾಲ್ಕಟ್ಟು. ವಿರುದ್ಧ ಎದುರುದಾರರು: ಇಲ್ಲ. ಸದರಿ ಅರ್ಜಿಯನ್ನು ಸಲ್ಲಿಸಿದ್ದು, ಸದರಿ ಅರ್ಜಿಗೆ ಯಾರದಾದರೂ ತಕರಾರು ಇದ್ದಲ್ಲಿ ದಿನಾಂಕ: 15-10-2025ರಂದು ವಿಚಾರಣೆಗೆ ಹಾಜರಾಗಬೇಕು. ತಪ್ಪಿದಲ್ಲಿ ಏಕಪಕ್ಷೀಯವಾಗಿ ತೀರ್ಮಾನಿಸಲಾಗುವುದು. [970, 966, 1256, 1036]
logo-title: ಹೊಸ ದಿಗಂತ [172, 10, 293, 40]
ad-title: ಲೋಕೋಪಯೋಗಿ ಇಲಾಖೆ [92, 115, 224, 134]
table-cell: 294.00 [220, 897, 282, 979]
header-rule [440, 58, 940, 62]
ad-date: ದಿನಾಂಕ:29-08-2025. [366, 762, 456, 774]
table-row [969, 155, 1258, 186]
ad-title: ಮಾನ್ಯ ಹೆಚ್ಚುವರಿ ಸಿವಿಲ್ ನ್ಯಾಯಾಧೀಶರು ಮತ್ತು ಜೆ.ಎಂ.ಎಫ್.ಸಿ ಇವರ ನ್ಯಾಯಾಲಯ ಹೊನ್ನಾಳಿ [334, 101, 608, 132]
table-row [971, 1735, 1256, 1766]
ad-ref: ಸಂಖ್ಯೆ:ಜಿಆಕುಕಲ್ಯಾ/2025-26 [490, 1036, 595, 1048]
ad-title: ಮಾನ್ಯ ಪ್ರಧಾನ ಸಿವಿಲ್ ಜಡ್ಜ್ ಮತ್ತು ಜೆ.ಎಂ.ಎಫ್.ಸಿ. ಇವರ ನ್ಯಾಯಾಲಯ, ಹಾಸನ [330, 1254, 462, 1295]
ad-ref: ಸಂಖ್ಯೆ:ಅಸನಿ/ಐ.ಡಿ.ಎಸ್/ಟೆಂಡರ್-12/2025-26 [970, 1473, 1122, 1484]
ad-signature: ನ್ಯಾಯಾಲಯದ ಆದೇಶದ ಮೇರೆಗೆ ಸಹಿ/- ಶಿರಸ್ತೇದಾರರು ಪ್ರಧಾನ ಸಿವಿಲ್ ಜಡ್ಜ್ ಮತ್ತು ಜೆ.ಎಂ.ಎಫ್.ಸಿ. ನ್ಯಾಯಾಲಯ, ಹಾಸನ [329, 1499, 461, 1551]
issue-date-text: 03 ಸೆಪ್ಟೆಂಬರ್ 2025 [726, 22, 834, 37]
ad-title: ಕಾರ್ಯನಿರ್ವಾಹಕ ಇಂಜಿನೀಯರ್, ಪಂಚಾಯತ್ ರಾಜ್ ಇಂಜಿನೀಯರಿಂಗ್ ವಿಭಾಗ, ಗದಗ. [652, 115, 934, 147]
page-number: ೧೦ [6, 8, 106, 54]
ad-date: Date: 01.09.2025 [1170, 69, 1258, 80]
issue-day: ಬುಧವಾರ [757, 6, 803, 22]
ad-heading: ಪ್ರಕಟಣೆ [1097, 946, 1129, 961]
ad-ref: No.EO/DB/TN/e-Proc.T-128 HP/2025-26 [968, 69, 1162, 80]
ad-date: ದಿನಾಂಕ:25-08-2025 [848, 1036, 934, 1048]
ad-body: ಬಾಗಲಕೋಟೆ ಜಿಲ್ಲಾ ಪಂಚಾಯತಿಯಲ್ಲಿ ಮಹಾತ್ಮಾಗಾಂಧಿ ರಾಷ್ಟ್ರೀಯ ಗ್ರಾಮೀಣ ಉದ್ಯೋಗ ಖಾತ್ರಿ ಯೋಜನೆಯಡಿ ಇ-ಟೆಂಡರ್ ಕರೆಯಲಾಗಿದೆ. 2025-26 ನೇ ಸಾಲಿನ 05 ಪ್ಯಾಕೇಜ್ ಕಾಮಗಾರಿಗಳನ್ನು ಇ-ಪ್ರೊಕ್ಯೂರ್‌ಮೆಂಟ್ ಪೋರ್ಟಲ್ ಮೂಲಕ ಕರೆಯಲಾಗಿದೆ. [644, 804, 942, 845]
ad-case: ಸಿ.ಆರ್.ಮಿಸ್.ನಂ.552/2025 [341, 1296, 451, 1308]
table-row [969, 216, 1258, 247]
ad-signature: ಸಹಿ/- ನಿರ್ದೇಶಕರು, ಅಲ್ಪಸಂಖ್ಯಾತರ ನಿರ್ದೇಶನಾಲಯ, ಬೆಂಗಳೂರು [1039, 1821, 1256, 1833]
promo-box [480, 668, 626, 974]
ad-title: ಮಾನ್ಯ ಹೆಚ್ಚುವರಿ ಪ್ರಧಾನ ಸಿವಿಲ್ ಜಡ್ಜ್ ಮತ್ತು ಜೆ.ಎಂ.ಎಫ್.ಸಿ ಇವರ ನ್ಯಾಯಾಲಯ, ಹಾಸನ [15, 1254, 147, 1295]
ad-date: ದಿನಾಂಕ: 01-09-2025 [846, 161, 942, 173]
ad-title: ಆರೋಗ್ಯ ಮತ್ತು ಕುಟುಂಬ ಕಲ್ಯಾಣ ಇಲಾಖೆ, ರಾಯಚೂರು ಜಿಲ್ಲೆ [589, 1005, 835, 1019]
ad-govt: ಕರ್ನಾಟಕ ಸರ್ಕಾರ [761, 708, 825, 721]
ad-heading: ಪತ್ರಿಕಾ ಪ್ರಕಟಣೆ [486, 1053, 938, 1077]
ad-govt: ಕರ್ನಾಟಕ ಸರಕಾರ (ಲೋಕೋಪಯೋಗಿ ಇಲಾಖೆ) [626, 1418, 798, 1431]
ad-signature: ನ್ಯಾಯಾಲಯದ ಆಜ್ಞೆಯ ಮೇರೆಗೆ ಸಹಿ/- ಶಿರಸ್ತೇದಾರರು, ಹಿರಿಯ ಶ್ರೇಣಿ ನ್ಯಾಯಾಲಯ ಹಾವೇರಿ/ಹೊಳ್ಳ [1117, 1081, 1246, 1120]
table-row [971, 1674, 1256, 1705]
advocate-block: ಬಿ.ಜಿ.ಸೂರ್ಯ ಬಿ.ಎ.ಎಲ್.ಎಲ್.ಬಿ ಅರ್ಜಿದಾರರ ಪರ ವಕೀಲರು, ಹಾವೇರಿ/ಹೊಳ್ಳ [970, 1081, 1094, 1120]
table-cell: ಟೆಂಡರ್ ದಾಖಲಾತಿ ಸಲ್ಲಿಸಲು ಕೊನೆಯ ದಿನಾಂಕ [982, 185, 1124, 216]
table-row [971, 1608, 1256, 1626]
column-header: ಅಂದಾಜು ಮೊತ್ತ (ರೂ.ಲಕ್ಷಗಳಲ್ಲಿ) [220, 841, 282, 897]
ad-title: ಕಾರ್ಯಪಾಲಕ ಇಂಜಿನಿಯರ್ ಲೋಕೋಪಯೋಗಿ ಇಲಾಖೆ [995, 449, 1231, 464]
ad-title: ಕೃಷಿ ವಿಶ್ವವಿದ್ಯಾಲಯ, ಧಾರವಾಡ [1040, 15, 1186, 31]
table-cell: 3. [971, 1608, 987, 1626]
imprint-line: Hosadigantha kannada daily Printed & Published by P.S. Prakash on behalf of Jnanabharathi Prakashana Limited. Printed at Digantha Mudrana, New Thirthahalli Road, Shivamogga - 577201 [22, 1939, 1250, 1974]
ad-subtitle: ಕಾರ್ಯಪಾಲಕ ಇಂಜಿನಿಯರ್‌ರವರ ಕಛೇರಿ, ಲೋಕೋಪಯೋಗಿ ವಿಭಾಗ, ಮೈಸೂರು. [34, 135, 282, 163]
table-cell: 9. [971, 1766, 987, 1797]
registration-marks [430, 2000, 510, 2016]
table-row [971, 1625, 1256, 1643]
table-cell: ಆರ್ಥಿಕ ಬಿಡ್ (ದ್ವಿ ಲಕೋಟೆ) ತೆರೆಯುವ ದಿನಾಂಕ [982, 277, 1124, 308]
ad-body: ಅರ್ಜಿದಾರರು: ರಾಮೇಗೌಡ ಬಿನ್ ಲೇಟ್ ಕಾಳೇಗೌಡ, ವಯಸ್ಸು ಸುಮಾರು 59 ವರ್ಷ, ಕೂಲಿ ಕೆಲಸ, ವಾಸ: 3ನೇ ಮುಖ್ಯ ರಸ್ತೆ, 1ನೇ ಅಡ್ಡ ರಸ್ತೆ, ಕಾರೇಕರೆ ನಗರ, ಹಾಸನ ಜಿಲ್ಲೆ. ವಿರುದ್ಧ ಎದುರುದಾರರು: ಜನನ ಮತ್ತು ಮರಣ ನೋಂದಣಾಧಿಕಾರಿಗಳು, ನಗರಸಭೆ, ಹಾಸನ. ಸಾರ್ವಜನಿಕ ಪ್ರಕಟಣೆ: ಅರ್ಜಿದಾರರ ತಂದೆಯವರು ದಿನಾಂಕ 18-07-1993 ರಂದು ಮರಣ ಹೊಂದಿದ್ದು ನೋಂದಣಿಗೆ ಅರ್ಜಿ ಸಲ್ಲಿಸಿದ್ದು ತಕರಾರು ಇದ್ದಲ್ಲಿ ದಿನಾಂಕ:15-10-2025 ರಂದು ಬೆಳಿಗ್ಗೆ 11 ಗಂಟೆ ನ್ಯಾಯಾಲಯಕ್ಕೆ ಹಾಜರಾಗತಕ್ಕದ್ದು. ದಿನಾಂಕ:01-09-2025 [329, 1313, 463, 1491]
ad-heading: ಈ ಕೆಳಗಿನ ಕಾಮಗಾರಿಗಳಿಗೆ ಅಲ್ಪಾವಧಿ ಟೆಂಡರ್ ಪ್ರಕಟಣೆ [12, 196, 304, 216]
ad-date-line: ನನ್ನ ಸಹಿ ಮತ್ತು ನ್ಯಾಯಾಲಯದ ಮುದ್ರೆಯೊಂದಿಗೆ ದಿನಾಂಕ: 28-08-2025 [328, 399, 589, 412]
gray-filler [6, 610, 310, 658]
ad-signature: ಸಹಿ/- ಕಾರ್ಯನಿರ್ವಾಹಕ ಇಂಜಿನೀಯರ್, ಲೋಕೋಪಯೋಗಿ ಇಲಾಖೆ ಸೇಡಂ ವಿಭಾಗ ಕಲಬುರಗಿ [627, 1656, 934, 1668]
ad-pwd-mysuru [6, 92, 310, 640]
table-cell: Up to 16.00 Hrs [1182, 277, 1258, 308]
ad-date: ದಿನಾಂಕ : 29-08-2025 [841, 1450, 934, 1462]
ad-body: 1) ಕಾಮಗಾರಿಯ ಹೆಸರು: 1. ಚಿತ್ತಾಪುರ ತಾಲೂಕಿನ 29 ಕಟ್ಟಡ ಕಾಮಗಾರಿಗಳ ಇಂಡೆಂಟ್ ನಂ: 24346, 24344, 24341, 24342, 24343, 24330, 24336, 24337, 24328, 24326, 24324, 24323, 24322, 24321, 24320, 24316, 24315, 24314, 24313, 24311, 24310, 24309, 24307, 22799, 25263, 22883. 2. ಚಿಂಚೋಳಿ ತಾಲೂಕಿನ 19 ಕಟ್ಟಡ ಕಾಮಗಾರಿಗಳ ಇಂಡೆಂಟ್ ನಂ: 23749, 23751, 23737, 23734, 23733, 23736, 23735, 23738, 23745, 23740, 23743, 23746, 23747, 23748, 23739, 23791, 23742. 2) ಲೆಕ್ಕ ಶೀರ್ಷಿಕೆ: 2025-26 ನೇ ಸಾಲಿನ 3054 ರಸ್ತೆ ಮತ್ತು ಸೇತುವೆಗಳು. ಒಟ್ಟು ಮೊತ್ತ ರೂ. 0.72 ಲಕ್ಷಗಳು, ಗರಿಷ್ಠ ರೂ. 55.10 ಲಕ್ಷಗಳು. 5) ಟೆಂಡರ್ ಪ್ರಕಟಣೆ ದಿನಾಂಕ: 08-09-2025 ರಂದು ಸಂಜೆ 17:30 ಗಂಟೆಯವರೆಗೆ. 7) ಟೆಂಡರ್ ಸಲ್ಲಿಸಲು ಕೊನೆಯ ದಿನಾಂಕ: 11-09-2025 ರ ಸಾಯಂಕಾಲ 16:00 ಗಂಟೆವರೆಗೆ. 8) ತಾಂತ್ರಿಕ ಬಿಡ್ ತೆರೆಯುವ ದಿನಾಂಕ: 12-09-2025 ರ ಸಾಯಂಕಾಲ 16:30 ಗಂಟೆಯವರೆಗೆ. 9) ಆರ್ಥಿಕ ಬಿಡ್ ತೆರೆಯುವ ದಿನಾಂಕ: 15-09-2025 ರ ಸಾಯಂಕಾಲ 16:30 ಗಂಟೆಯವರೆಗೆ. ಹೆಚ್ಚಿನ ವಿವರಗಳಿಗೆ www.kppp.karnataka.gov.in. ಈ ವೆಬ್‌ಸೈಟ್‌ನ್ನು ವೀಕ್ಷಿಸಬಹುದು. [490, 1495, 934, 1649]
ad-footer-ref: DIPR/DDMYS/892/KSMCA/486/2025-26 [16, 437, 199, 449]
table-cell: ಟೆಂಡರ್ ಸಲ್ಲಿಸಲು ಕೊನೆಯ ದಿನಾಂಕ [987, 1643, 1076, 1674]
table-cell: 7. [971, 1704, 987, 1735]
table-cell: ತಾಂತ್ರಿಕ ಬಿಡ್ ತೆರೆಯುವ ದಿನಾಂಕ [987, 1674, 1076, 1705]
ad-ref: ಸಂ:ಕಾ.ನಿ.ಅ/ಲೋಕೋ/ಸೇಡಂ/ತಾ.ವಿ.1/2025-26/1382 [490, 1450, 692, 1462]
table-cell: 16-09-2025 [1123, 247, 1181, 278]
